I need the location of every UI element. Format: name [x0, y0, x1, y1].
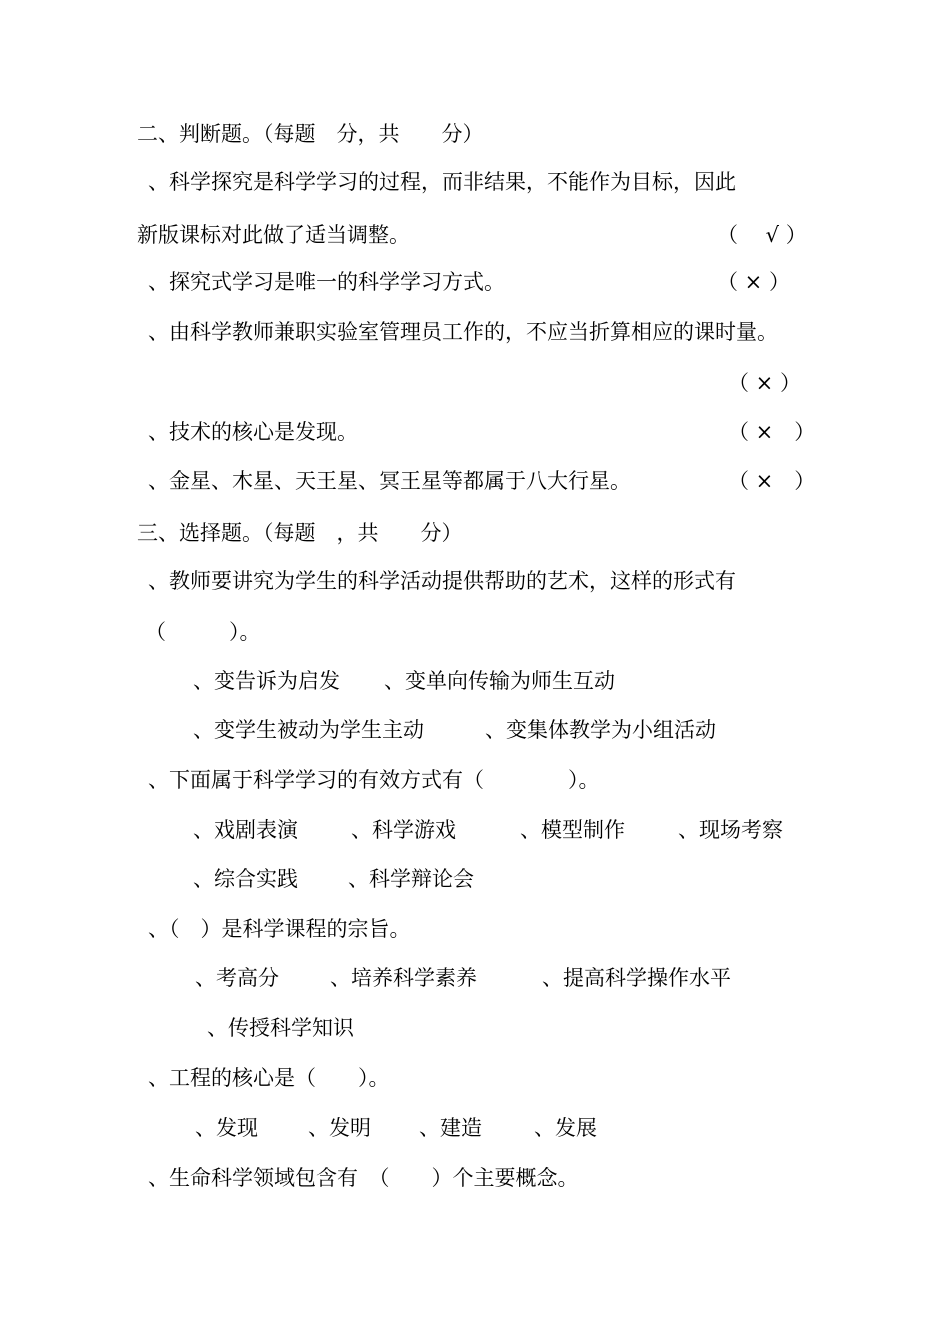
answer-mark: （ √ ） — [717, 223, 807, 247]
question-text: 、由科学教师兼职实验室管理员工作的，不应当折算相应的课时量。 — [148, 320, 778, 344]
option-text: 、戏剧表演 — [193, 818, 298, 842]
option-text: 、模型制作 — [520, 818, 625, 842]
question-text: 、下面属于科学学习的有效方式有（ ）。 — [148, 768, 600, 792]
option-text: 、科学辩论会 — [348, 867, 474, 891]
option-text: 、培养科学素养 — [330, 966, 477, 990]
question-text: 新版课标对此做了适当调整。 — [137, 223, 410, 247]
answer-blank: （ ）。 — [145, 620, 261, 644]
question-text: 、（ ）是科学课程的宗旨。 — [148, 917, 411, 941]
question-text: 、教师要讲究为学生的科学活动提供帮助的艺术，这样的形式有 — [148, 569, 736, 593]
option-text: 、发明 — [308, 1116, 371, 1140]
section-heading: 二、判断题。（每题 分，共 分） — [137, 122, 484, 146]
question-text: 、工程的核心是（ ）。 — [148, 1066, 390, 1090]
question-text: 、技术的核心是发现。 — [148, 420, 358, 444]
answer-mark: （ × ） — [728, 420, 816, 444]
question-text: 、生命科学领域包含有 （ ）个主要概念。 — [148, 1166, 579, 1190]
question-text: 、探究式学习是唯一的科学学习方式。 — [148, 270, 505, 294]
answer-mark: （ × ） — [728, 469, 816, 493]
option-text: 、考高分 — [195, 966, 279, 990]
option-text: 、变学生被动为学生主动 — [193, 718, 424, 742]
option-text: 、科学游戏 — [351, 818, 456, 842]
option-text: 、传授科学知识 — [207, 1016, 354, 1040]
answer-mark: （ × ） — [717, 270, 790, 294]
option-text: 、变单向传输为师生互动 — [384, 669, 615, 693]
answer-mark: （ × ） — [728, 371, 801, 395]
option-text: 、发展 — [534, 1116, 597, 1140]
option-text: 、综合实践 — [193, 867, 298, 891]
option-text: 、发现 — [195, 1116, 258, 1140]
option-text: 、提高科学操作水平 — [542, 966, 731, 990]
question-text: 、科学探究是科学学习的过程，而非结果，不能作为目标，因此 — [148, 170, 736, 194]
question-text: 、金星、木星、天王星、冥王星等都属于八大行星。 — [148, 469, 631, 493]
option-text: 、现场考察 — [678, 818, 783, 842]
option-text: 、变告诉为启发 — [193, 669, 340, 693]
option-text: 、变集体教学为小组活动 — [485, 718, 716, 742]
section-heading: 三、选择题。（每题 ，共 分） — [137, 521, 463, 545]
option-text: 、建造 — [419, 1116, 482, 1140]
